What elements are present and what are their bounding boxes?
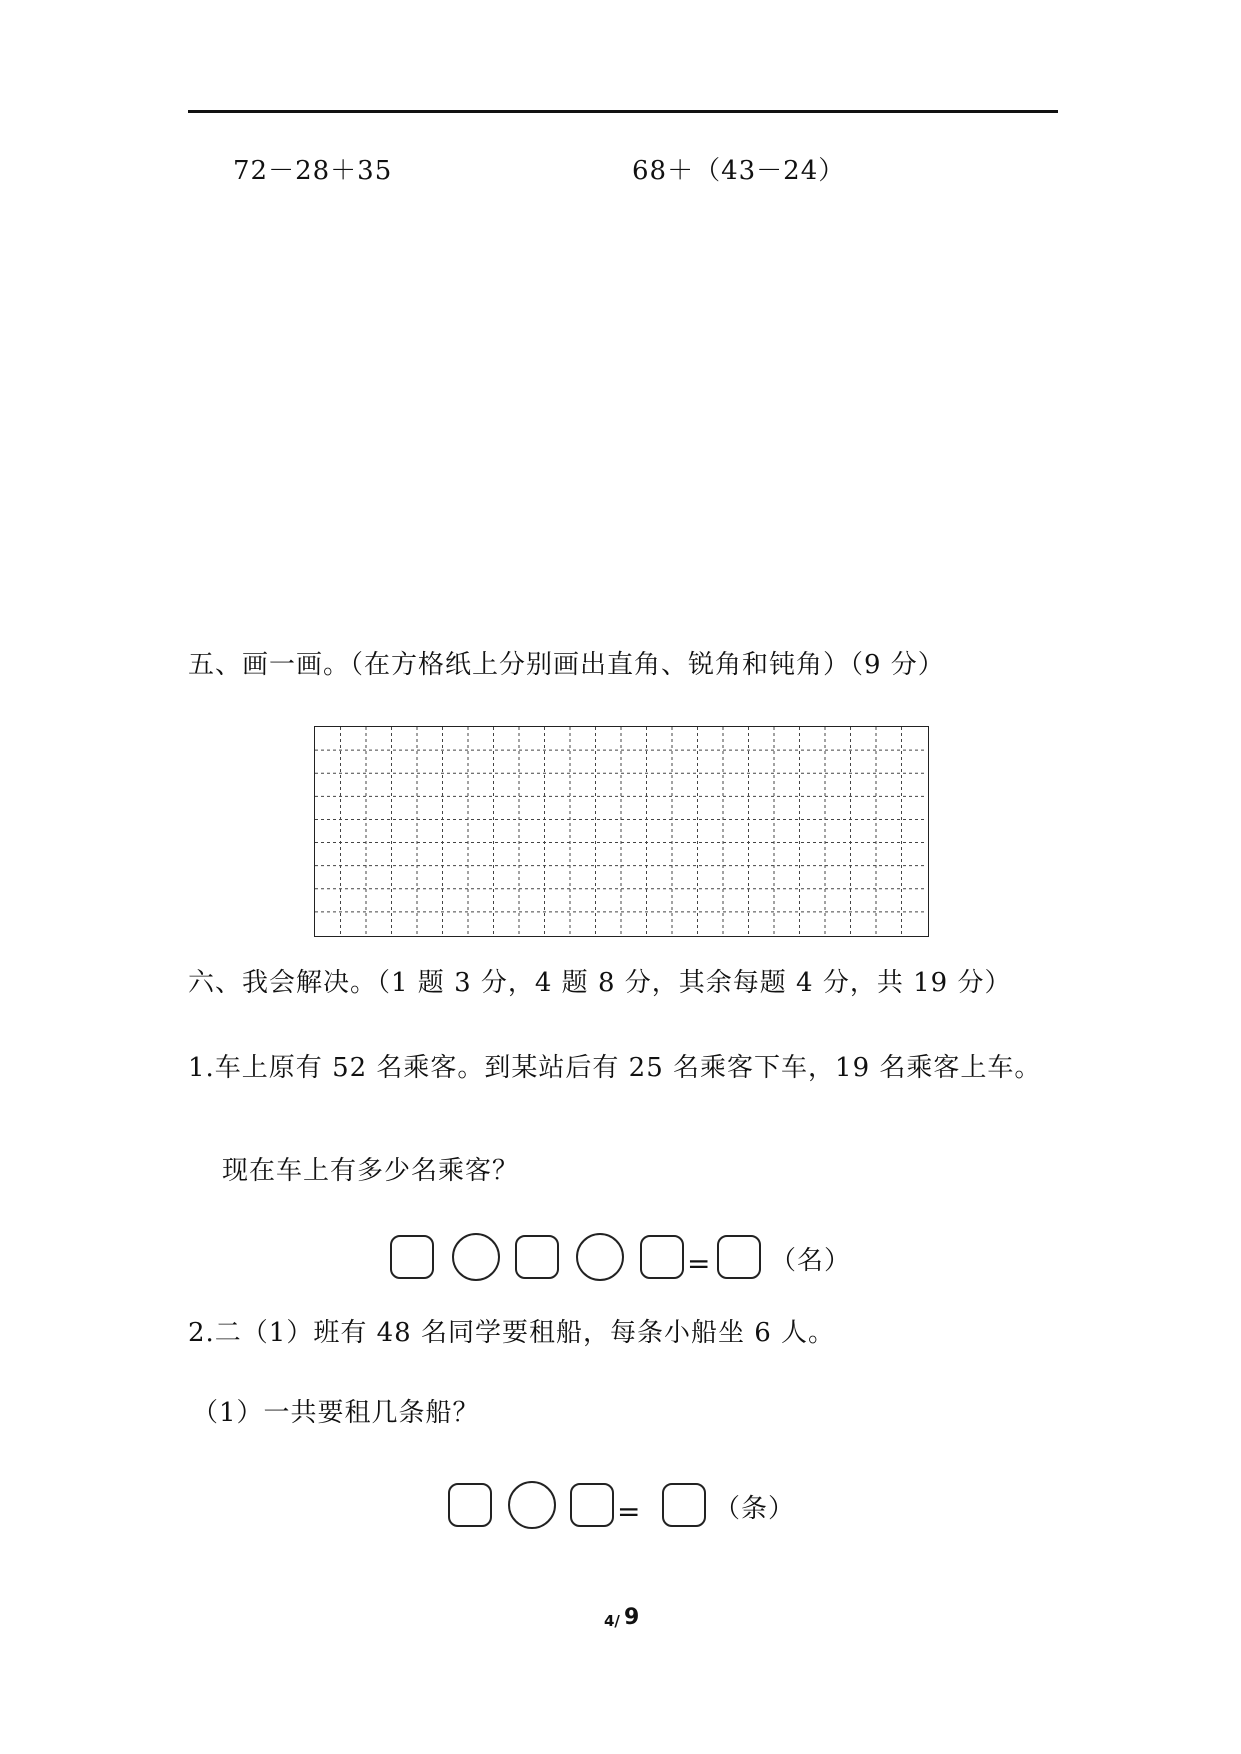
graph-paper-grid[interactable]: [314, 726, 929, 937]
expression-2: 68＋（43－24）: [632, 156, 846, 186]
question-1-text: 1.车上原有 52 名乘客。到某站后有 25 名乘客下车，19 名乘客上车。: [188, 1053, 1042, 1083]
grid-lines: [315, 727, 927, 935]
answer-box[interactable]: [448, 1483, 492, 1527]
answer-box[interactable]: [570, 1483, 614, 1527]
question-2-sub-1: （1）一共要租几条船？: [192, 1398, 480, 1428]
answer-box[interactable]: [640, 1235, 684, 1279]
result-box[interactable]: [717, 1235, 761, 1279]
equals-sign: =: [687, 1247, 711, 1280]
section-6-title: 六、我会解决。（1 题 3 分，4 题 8 分，其余每题 4 分，共 19 分）: [188, 968, 1012, 998]
unit-label: （名）: [770, 1246, 852, 1276]
answer-box[interactable]: [390, 1235, 434, 1279]
question-2-text: 2.二（1）班有 48 名同学要租船，每条小船坐 6 人。: [188, 1318, 836, 1348]
result-box[interactable]: [662, 1483, 706, 1527]
answer-box[interactable]: [515, 1235, 559, 1279]
page-number-total: 9: [624, 1605, 640, 1630]
equals-sign: =: [617, 1495, 641, 1528]
question-1-prompt: 现在车上有多少名乘客？: [222, 1156, 520, 1186]
page-number-current: 4/: [604, 1612, 620, 1630]
operator-circle[interactable]: [508, 1481, 556, 1529]
header-rule: [188, 110, 1058, 113]
operator-circle[interactable]: [452, 1233, 500, 1281]
operator-circle[interactable]: [576, 1233, 624, 1281]
section-5-title: 五、画一画。（在方格纸上分别画出直角、锐角和钝角）（9 分）: [188, 650, 945, 680]
expression-1: 72－28＋35: [233, 156, 393, 186]
unit-label: （条）: [714, 1494, 796, 1524]
